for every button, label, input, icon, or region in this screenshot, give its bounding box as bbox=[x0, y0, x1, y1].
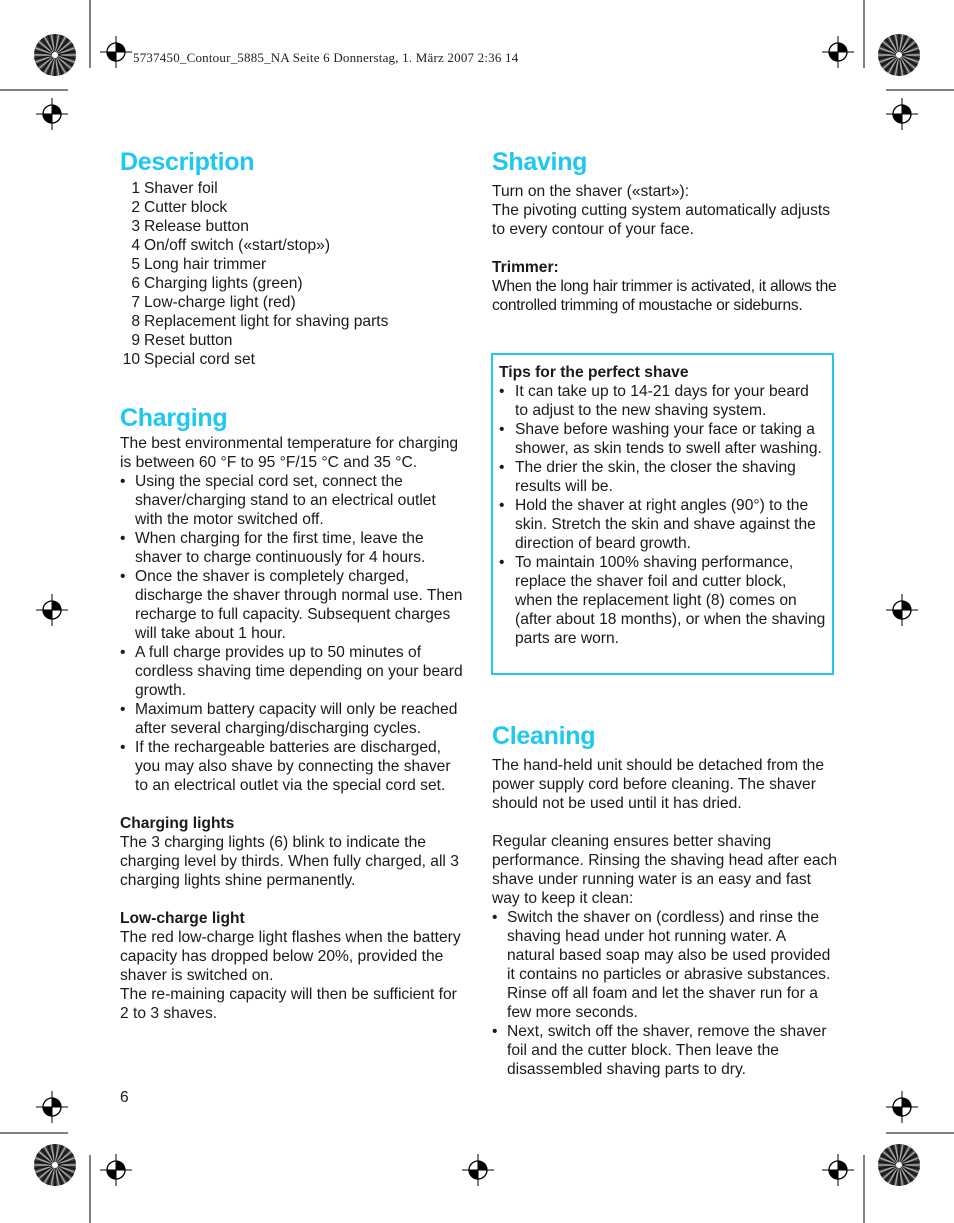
part-item bbox=[120, 217, 465, 236]
cleaning-section bbox=[492, 756, 837, 1079]
tips-bullet-list bbox=[499, 382, 826, 648]
low-charge-text: The red low-charge light flashes when the battery capacity has dropped below 20%, provided the shaver is switched on. bbox=[120, 929, 461, 984]
crosshair-mark bbox=[100, 36, 132, 68]
crosshair-mark bbox=[462, 1154, 494, 1186]
bullet-item: • A full charge provides up to 50 minutes of cordless shaving time depending on your beard growth. bbox=[120, 643, 465, 700]
part-item bbox=[120, 236, 465, 255]
bullet-item: • Hold the shaver at right angles (90°) to the skin. Stretch the skin and shave against the direction of beard growth. bbox=[499, 496, 826, 553]
tips-title: Tips for the perfect shave bbox=[499, 364, 689, 381]
bullet-item: • It can take up to 14-21 days for your beard to adjust to the new shaving system. bbox=[499, 382, 826, 420]
part-item bbox=[120, 255, 465, 274]
crosshair-mark bbox=[822, 36, 854, 68]
part-label: Release button bbox=[144, 218, 249, 235]
print-header-info: 5737450_Contour_5885_NA Seite 6 Donnerstag, 1. März 2007 2:36 14 bbox=[133, 50, 519, 65]
shaving-heading: Shaving bbox=[492, 148, 588, 176]
part-item bbox=[120, 312, 465, 331]
bullet-item: • The drier the skin, the closer the shaving results will be. bbox=[499, 458, 826, 496]
crosshair-mark bbox=[36, 1091, 68, 1123]
part-label: On/off switch («start/stop») bbox=[144, 237, 331, 254]
part-number: 4 bbox=[131, 237, 140, 254]
part-label: Long hair trimmer bbox=[144, 256, 267, 273]
low-charge-text-remaining: The re-maining capacity will then be sufficient for 2 to 3 shaves. bbox=[120, 986, 457, 1022]
shaving-section bbox=[492, 182, 837, 315]
part-number: 3 bbox=[131, 218, 140, 235]
cleaning-heading: Cleaning bbox=[492, 722, 596, 750]
bullet-item: • Switch the shaver on (cordless) and rinse the shaving head under hot running water. A natural based soap may also be used provided it contains no particles or abrasive substances. Rinse off all foam and let the shaver run for a few more seconds. bbox=[492, 908, 837, 1022]
parts-list bbox=[120, 179, 465, 369]
charging-lights-text: The 3 charging lights (6) blink to indicate the charging level by thirds. When fully charged, all 3 charging lights shine permanently. bbox=[120, 834, 459, 889]
starburst-mark bbox=[34, 1144, 76, 1186]
charging-lights-subheading: Charging lights bbox=[120, 815, 235, 832]
trimmer-subheading: Trimmer: bbox=[492, 259, 559, 276]
part-number: 9 bbox=[131, 332, 140, 349]
bullet-item: • Maximum battery capacity will only be reached after several charging/discharging cycles. bbox=[120, 700, 465, 738]
part-number: 2 bbox=[131, 199, 140, 216]
cleaning-para-1: The hand-held unit should be detached from the power supply cord before cleaning. The shaver should not be used until it has dried. bbox=[492, 757, 825, 812]
crosshair-mark bbox=[886, 1091, 918, 1123]
bullet-item: • To maintain 100% shaving performance, replace the shaver foil and cutter block, when the replacement light (8) comes on (after about 18 months), or when the shaving parts are worn. bbox=[499, 553, 826, 648]
part-number: 5 bbox=[131, 256, 140, 273]
bullet-item: • Using the special cord set, connect the shaver/charging stand to an electrical outlet with the motor switched off. bbox=[120, 472, 465, 529]
part-number: 6 bbox=[131, 275, 140, 292]
part-item bbox=[120, 179, 465, 198]
part-label: Cutter block bbox=[144, 199, 228, 216]
part-number: 7 bbox=[131, 294, 140, 311]
low-charge-subheading: Low-charge light bbox=[120, 910, 245, 927]
trimmer-text: When the long hair trimmer is activated, it allows the controlled trimming of moustache or sideburns. bbox=[492, 278, 837, 314]
starburst-mark bbox=[878, 34, 920, 76]
bullet-item: • Shave before washing your face or taking a shower, as skin tends to swell after washing. bbox=[499, 420, 826, 458]
page-number: 6 bbox=[120, 1089, 129, 1106]
part-label: Low-charge light (red) bbox=[144, 294, 296, 311]
charging-intro: The best environmental temperature for charging is between 60 °F to 95 °F/15 °C and 35 °C. bbox=[120, 435, 459, 471]
crosshair-mark bbox=[100, 1154, 132, 1186]
bullet-item: • When charging for the first time, leave the shaver to charge continuously for 4 hours. bbox=[120, 529, 465, 567]
description-heading: Description bbox=[120, 148, 255, 176]
part-label: Special cord set bbox=[144, 351, 255, 368]
part-number: 10 bbox=[122, 351, 140, 368]
part-number: 8 bbox=[131, 313, 140, 330]
part-item bbox=[120, 198, 465, 217]
crosshair-mark bbox=[36, 98, 68, 130]
starburst-mark bbox=[34, 34, 76, 76]
cleaning-bullet-list bbox=[492, 908, 837, 1079]
crosshair-mark bbox=[36, 594, 68, 626]
shaving-pivot-text: The pivoting cutting system automatically adjusts to every contour of your face. bbox=[492, 202, 831, 238]
charging-heading: Charging bbox=[120, 404, 228, 432]
shaving-start-line: Turn on the shaver («start»): bbox=[492, 183, 690, 200]
part-item bbox=[120, 350, 465, 369]
bullet-item: • If the rechargeable batteries are discharged, you may also shave by connecting the shaver to an electrical outlet via the special cord set. bbox=[120, 738, 465, 795]
bullet-item: • Next, switch off the shaver, remove the shaver foil and the cutter block. Then leave the disassembled shaving parts to dry. bbox=[492, 1022, 837, 1079]
part-item bbox=[120, 293, 465, 312]
part-item bbox=[120, 274, 465, 293]
charging-section bbox=[120, 434, 465, 1023]
tips-box bbox=[491, 353, 834, 675]
part-number: 1 bbox=[131, 180, 140, 197]
crosshair-mark bbox=[822, 1154, 854, 1186]
part-label: Replacement light for shaving parts bbox=[144, 313, 389, 330]
part-label: Shaver foil bbox=[144, 180, 218, 197]
part-label: Charging lights (green) bbox=[144, 275, 303, 292]
cleaning-para-2: Regular cleaning ensures better shaving performance. Rinsing the shaving head after each shave under running water is an easy and fast way to keep it clean: bbox=[492, 833, 838, 907]
part-label: Reset button bbox=[144, 332, 233, 349]
starburst-mark bbox=[878, 1144, 920, 1186]
part-item bbox=[120, 331, 465, 350]
bullet-item: • Once the shaver is completely charged, discharge the shaver through normal use. Then recharge to full capacity. Subsequent charges will take about 1 hour. bbox=[120, 567, 465, 643]
charging-bullet-list bbox=[120, 472, 465, 795]
crosshair-mark bbox=[886, 594, 918, 626]
description-section bbox=[120, 179, 465, 369]
crosshair-mark bbox=[886, 98, 918, 130]
